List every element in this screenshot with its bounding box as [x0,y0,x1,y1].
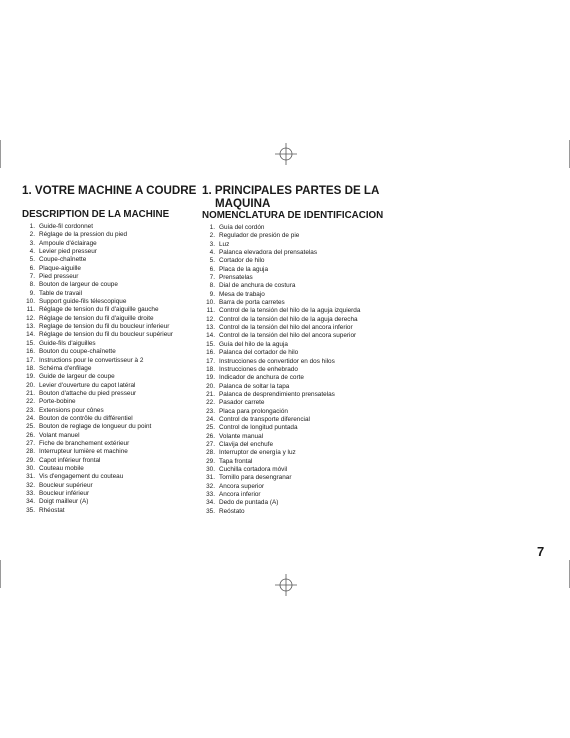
item-number: 17. [206,357,215,365]
spanish-title-line2: MAQUINA [215,197,271,210]
french-parts-list [22,223,192,515]
item-text: Levier d'ouverture du capot latéral [39,381,136,389]
item-text: Boucleur supérieur [39,481,93,489]
item-text: Ancora superior [219,482,265,490]
item-text: Schéma d'enfilage [39,364,92,372]
item-text: Bouton de contrôle du différentiel [39,414,133,422]
list-item [202,341,392,349]
list-item [22,398,192,406]
spanish-title [202,184,392,210]
item-text: Barra de porta carretes [219,299,285,307]
list-item [22,390,192,398]
list-item [202,491,392,499]
french-subtitle: DESCRIPTION DE LA MACHINE [22,209,170,220]
item-number: 19. [26,373,35,381]
list-item [22,382,192,390]
item-number: 30. [206,465,215,473]
list-item [202,441,392,449]
item-text: Palanca del cortador de hilo [219,349,299,357]
item-text: Prensatelas [219,274,253,282]
item-number: 33. [206,491,215,498]
list-item [202,416,392,424]
item-text: Réglage de tension du fil du boucleur supérieur [39,331,173,339]
list-item [22,340,192,348]
list-item [22,331,192,339]
item-number: 1. [29,223,35,230]
item-number: 4. [29,248,35,256]
item-number: 10. [26,298,35,306]
item-text: Instructions pour le convertisseur à 2 [39,356,144,364]
item-number: 25. [26,423,35,431]
list-item [22,473,192,481]
list-item [22,357,192,365]
list-item [22,240,192,248]
list-item [202,224,392,232]
item-number: 2. [209,232,215,240]
item-number: 13. [206,324,215,332]
list-item [22,448,192,456]
item-number: 11. [206,307,215,315]
item-text: Extensions pour cônes [39,406,104,414]
list-item [202,424,392,432]
item-text: Coupe-chaînette [39,256,87,264]
item-text: Luz [219,240,230,248]
list-item [202,324,392,332]
list-item [22,265,192,273]
item-text: Instrucciones de convertidor en dos hilos [219,357,335,365]
list-item [22,290,192,298]
item-number: 34. [206,499,215,507]
list-item [202,399,392,407]
item-number: 15. [26,339,35,347]
item-text: Instrucciones de enhebrado [219,365,298,373]
list-item [22,323,192,331]
list-item [22,248,192,256]
list-item [22,440,192,448]
item-text: Boucleur inférieur [39,490,90,497]
list-item [202,499,392,507]
item-number: 24. [206,415,215,423]
item-text: Palanca de desprendimiento prensatelas [219,390,335,398]
item-text: Cortador de hilo [219,257,265,265]
item-number: 27. [26,439,35,447]
item-number: 5. [29,256,35,264]
item-number: 6. [209,265,215,273]
item-number: 4. [209,249,215,257]
item-number: 10. [206,299,215,307]
item-text: Reglage de tension du fil du boucleur inferieur [39,323,170,331]
list-item [22,256,192,264]
item-text: Interrupteur lumière et machine [39,448,128,456]
item-number: 23. [206,407,215,415]
item-number: 28. [26,448,35,456]
item-text: Pasador carrete [219,399,265,407]
list-item [202,449,392,457]
list-item [202,374,392,382]
list-item [22,465,192,473]
list-item [202,483,392,491]
list-item [202,299,392,307]
item-text: Ancora inferior [219,491,261,498]
item-number: 23. [26,406,35,414]
item-text: Placa de la aguja [219,265,269,273]
list-item [202,241,392,249]
list-item [202,383,392,391]
item-number: 16. [206,349,215,357]
item-text: Capot inférieur frontal [39,456,101,464]
item-text: Control de la tensión del hilo de la aguja derecha [219,315,358,323]
item-number: 26. [206,432,215,440]
item-text: Control de longitud puntada [219,424,298,432]
item-number: 2. [29,231,35,239]
item-text: Cuchilla cortadora móvil [219,465,288,473]
item-number: 20. [26,381,35,389]
list-item [202,257,392,265]
item-text: Couteau mobile [39,464,84,472]
item-number: 3. [209,240,215,248]
item-text: Plaque-aiguille [39,264,81,272]
item-number: 29. [26,456,35,464]
list-item [22,407,192,415]
spanish-title-line1: 1. PRINCIPALES PARTES DE LA [202,184,380,197]
item-number: 17. [26,356,35,364]
list-item [22,306,192,314]
item-text: Clavija del enchufe [219,440,273,448]
item-text: Porte-bobine [39,398,76,406]
item-text: Table de travail [39,289,82,297]
list-item [202,391,392,399]
list-item [202,232,392,240]
list-item [22,507,192,515]
item-number: 8. [209,282,215,290]
item-text: Vis d'engagement du couteau [39,473,124,481]
item-text: Doigt mailleur (A) [39,498,89,506]
list-item [22,482,192,490]
item-text: Levier pied presseur [39,248,97,256]
item-number: 29. [206,457,215,465]
list-item [202,366,392,374]
item-number: 26. [26,431,35,439]
item-text: Réglage de tension du fil d'aiguille droite [39,314,154,322]
list-item [202,458,392,466]
item-number: 18. [26,364,35,372]
item-number: 31. [26,473,35,481]
french-title: 1. VOTRE MACHINE A COUDRE [22,184,197,197]
item-text: Guide-fils d'aiguilles [39,339,96,347]
item-text: Palanca de soltar la tapa [219,382,290,390]
item-text: Réglage de tension du fil d'aiguille gauche [39,306,159,314]
item-number: 25. [206,424,215,432]
list-item [22,231,192,239]
item-text: Palanca elevadora del prensatelas [219,249,318,257]
list-item [22,498,192,506]
list-item [202,508,392,516]
item-number: 35. [26,506,35,514]
spanish-parts-list [202,224,392,516]
list-item [202,358,392,366]
list-item [202,408,392,416]
registration-mark-icon [275,143,297,165]
item-number: 33. [26,490,35,497]
item-text: Volante manual [219,432,264,440]
spanish-subtitle: NOMENCLATURA DE IDENTIFICACION [202,210,384,221]
item-text: Tornillo para desengranar [219,474,292,482]
item-text: Control de transporte diferencial [219,415,310,423]
item-number: 5. [209,257,215,265]
list-item [22,273,192,281]
item-number: 32. [26,481,35,489]
item-number: 27. [206,440,215,448]
item-text: Guía del cordón [219,224,265,231]
item-text: Rhéostat [39,506,65,514]
item-number: 21. [206,390,215,398]
item-text: Indicador de anchura de corte [219,374,304,382]
list-item [22,490,192,498]
item-text: Regulador de presión de pie [219,232,300,240]
list-item [202,349,392,357]
list-item [202,266,392,274]
list-item [202,282,392,290]
item-number: 11. [26,306,35,314]
list-item [22,432,192,440]
item-text: Guide de largeur de coupe [39,373,115,381]
spanish-section [202,184,392,516]
item-number: 15. [206,340,215,348]
item-number: 7. [209,274,215,282]
list-item [202,291,392,299]
item-number: 1. [209,224,215,231]
item-text: Guía del hilo de la aguja [219,340,288,348]
item-number: 35. [206,507,215,515]
crop-mark [0,560,1,588]
item-number: 34. [26,498,35,506]
item-text: Mesa de trabajo [219,290,265,298]
list-item [22,348,192,356]
item-text: Support guide-fils télescopique [39,298,127,306]
list-item [22,281,192,289]
item-number: 31. [206,474,215,482]
list-item [22,373,192,381]
item-text: Pied presseur [39,273,79,281]
item-number: 12. [206,315,215,323]
item-number: 28. [206,449,215,457]
item-number: 24. [26,414,35,422]
item-text: Guide-fil cordonnet [39,223,93,230]
item-number: 9. [29,289,35,297]
item-text: Dedo de puntada (A) [219,499,279,507]
item-text: Bouton de reglage de longueur du point [39,423,152,431]
item-text: Volant manuel [39,431,80,439]
item-number: 16. [26,348,35,356]
item-text: Bouton de largeur de coupe [39,281,118,289]
item-text: Placa para prolongación [219,407,288,415]
item-number: 14. [26,331,35,339]
list-item [202,474,392,482]
item-text: Control de la tensión del hilo del ancora inferior [219,324,353,332]
item-text: Fiche de branchement extérieur [39,439,130,447]
list-item [202,332,392,340]
item-text: Ampoule d'éclairage [39,239,97,247]
list-item [22,223,192,231]
item-text: Tapa frontal [219,457,253,465]
item-number: 22. [206,399,215,407]
item-text: Bouton d'attache du pied presseur [39,389,137,397]
item-number: 22. [26,398,35,406]
list-item [22,315,192,323]
list-item [22,298,192,306]
list-item [202,433,392,441]
list-item [22,365,192,373]
item-number: 21. [26,389,35,397]
list-item [22,423,192,431]
registration-mark-icon [275,574,297,596]
list-item [202,274,392,282]
item-number: 3. [29,239,35,247]
french-section [22,184,197,515]
page-number: 7 [537,544,545,559]
item-number: 20. [206,382,215,390]
item-text: Control de la tensión del hilo de la aguja izquierda [219,307,361,315]
item-text: Control de la tensión del hilo del ancora superior [219,332,357,340]
item-number: 7. [29,273,35,281]
item-number: 12. [26,314,35,322]
item-number: 8. [29,281,35,289]
item-text: Dial de anchura de costura [219,282,296,290]
list-item [202,249,392,257]
item-text: Reóstato [219,507,245,515]
list-item [22,415,192,423]
item-number: 9. [209,290,215,298]
list-item [202,466,392,474]
list-item [202,307,392,315]
item-number: 19. [206,374,215,382]
item-number: 32. [206,482,215,490]
item-number: 13. [26,323,35,331]
list-item [22,457,192,465]
item-number: 6. [29,264,35,272]
item-text: Interruptor de energía y luz [219,449,296,457]
item-number: 30. [26,464,35,472]
item-text: Réglage de la pression du pied [39,231,128,239]
item-text: Bouton du coupe-chaînette [39,348,116,356]
list-item [202,316,392,324]
item-number: 14. [206,332,215,340]
crop-mark [0,140,1,168]
item-number: 18. [206,365,215,373]
